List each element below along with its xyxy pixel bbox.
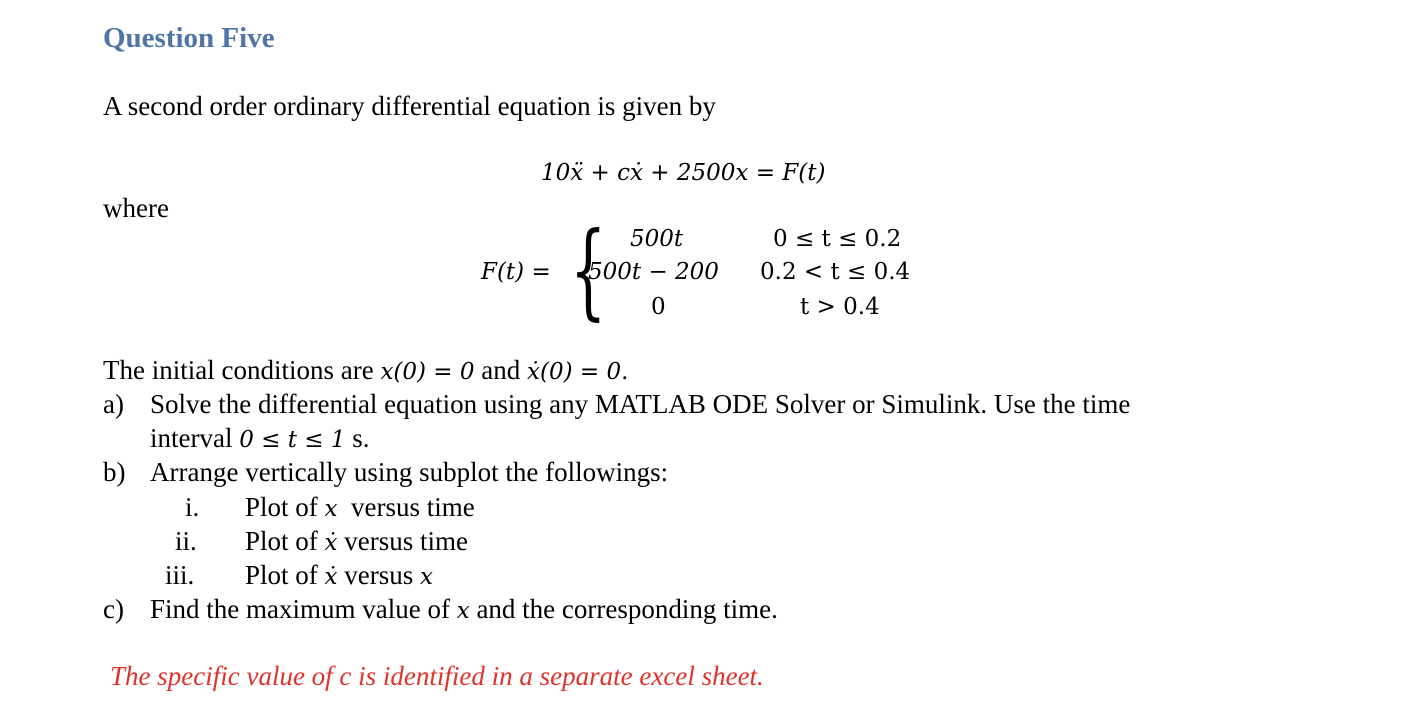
sub-item-ii-var: ẋ [324, 530, 338, 556]
sub-item-i-mid: versus time [337, 492, 475, 522]
sub-item-i [245, 492, 475, 523]
piecewise-brace: { [570, 209, 607, 331]
case-expr-1: 500t [630, 226, 684, 252]
intro-text: A second order ordinary differential equation is given by [103, 91, 716, 121]
sub-item-i-pre: Plot of [245, 492, 325, 522]
item-b-marker: b) [103, 457, 126, 487]
initial-and: and [474, 355, 527, 385]
case-expr-3: 0 [651, 294, 666, 320]
case-expr-2: 500t − 200 [588, 259, 719, 285]
item-a-line2-end: s. [345, 423, 370, 453]
sub-item-iii-mid: versus [337, 560, 420, 590]
item-c-text [150, 594, 778, 625]
item-a-marker: a) [103, 389, 124, 419]
initial-prefix: The initial conditions are [103, 355, 381, 385]
sub-item-ii-mid: versus time [337, 526, 468, 556]
case-cond-1: 0 ≤ t ≤ 0.2 [773, 226, 902, 252]
initial-conditions [103, 355, 628, 386]
item-c-post: and the corresponding time. [469, 594, 778, 624]
piecewise-lhs: F(t) = [481, 259, 551, 285]
item-b-text: Arrange vertically using subplot the followings: [150, 457, 669, 487]
initial-cond-xdot: ẋ(0) = 0. [527, 359, 629, 385]
sub-item-i-var: x [324, 496, 338, 522]
main-equation: 10ẍ + cẋ + 2500x = F(t) [541, 160, 826, 186]
question-title: Question Five [103, 22, 275, 54]
sub-item-iii [245, 560, 433, 591]
item-a-line1: Solve the differential equation using any MATLAB ODE Solver or Simulink. Use the time [150, 389, 1131, 419]
time-interval: 0 ≤ t ≤ 1 [239, 427, 346, 453]
sub-item-i-marker: i. [185, 492, 200, 522]
case-cond-3: t > 0.4 [800, 294, 880, 320]
item-c-pre: Find the maximum value of [150, 594, 457, 624]
item-c-var: x [456, 598, 470, 624]
sub-item-ii-marker: ii. [175, 526, 197, 556]
sub-item-ii-pre: Plot of [245, 526, 325, 556]
sub-item-iii-var1: ẋ [324, 564, 338, 590]
sub-item-iii-pre: Plot of [245, 560, 325, 590]
where-label: where [103, 193, 169, 223]
item-a-line2 [150, 423, 370, 454]
item-a-line2-text: interval [150, 423, 240, 453]
case-cond-2: 0.2 < t ≤ 0.4 [760, 259, 911, 285]
item-c-marker: c) [103, 594, 124, 624]
initial-cond-x: x(0) = 0 [380, 359, 475, 385]
specific-value-note: The specific value of c is identified in a separate excel sheet. [110, 661, 764, 691]
sub-item-ii [245, 526, 468, 557]
sub-item-iii-var2: x [420, 564, 433, 590]
sub-item-iii-marker: iii. [165, 560, 195, 590]
